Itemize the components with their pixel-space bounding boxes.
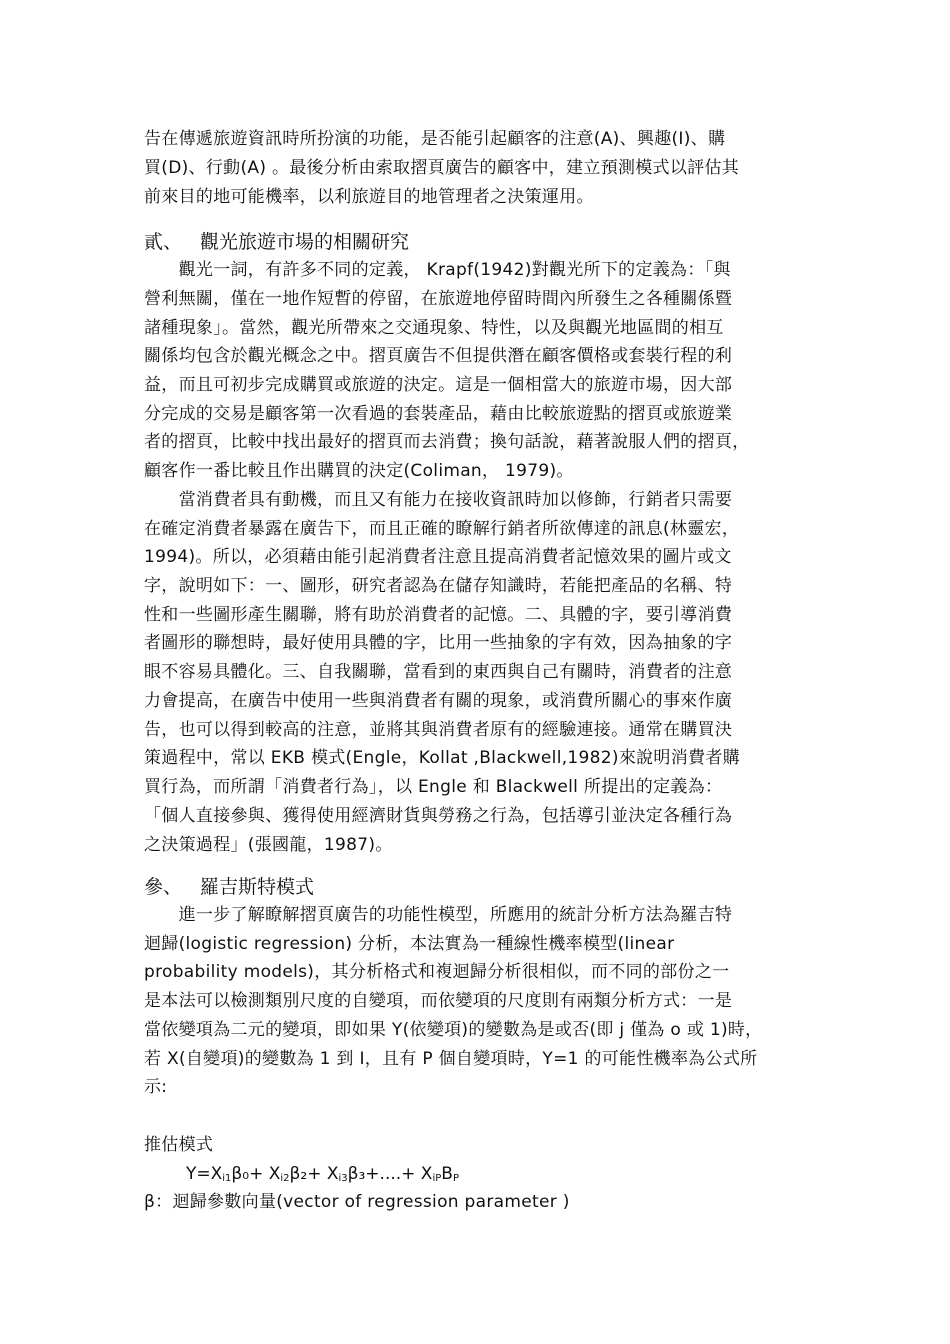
section-3-heading (144, 874, 314, 900)
section-3-line-7: 示: (144, 1077, 168, 1097)
section-2-p1-line-6: 分完成的交易是顧客第一次看過的套裝產品，藉由比較旅遊點的摺頁或旅遊業 (144, 404, 733, 424)
section-2-p2-line-6: 者圖形的聯想時，最好使用具體的字，比用一些抽象的字有效，因為抽象的字 (144, 633, 733, 653)
section-2-p1-line-7: 者的摺頁，比較中找出最好的摺頁而去消費；換句話說，藉著說服人們的摺頁， (144, 432, 750, 452)
section-2-p2-line-8: 力會提高，在廣告中使用一些與消費者有關的現象，或消費所關心的事來作廣 (144, 691, 733, 711)
intro-line-3: 前來目的地可能機率，以利旅遊目的地管理者之決策運用。 (144, 187, 594, 207)
estimate-model-label: 推估模式 (144, 1135, 214, 1155)
regression-formula (186, 1162, 459, 1191)
section-2-p2-line-3: 1994)。所以，必須藉由能引起消費者注意且提高消費者記憶效果的圖片或文 (144, 547, 732, 567)
section-2-p2-line-4: 字，說明如下：一、圖形，研究者認為在儲存知識時，若能把產品的名稱、特 (144, 576, 733, 596)
section-3-title: 羅吉斯特模式 (200, 876, 315, 898)
beta-definition: β：迴歸參數向量(vector of regression parameter ) (144, 1192, 570, 1212)
section-3-line-2: 迴歸(logistic regression) 分析，本法實為一種線性機率模型(linear (144, 934, 675, 954)
formula-part-b2: β₂+ X (289, 1164, 339, 1184)
section-2-p1-line-4: 關係均包含於觀光概念之中。摺頁廣告不但提供潛在顧客價格或套裝行程的利 (144, 346, 733, 366)
section-3-line-6: 若 X(自變項)的變數為 1 到 I，且有 P 個自變項時，Y=1 的可能性機率為公式所 (144, 1049, 758, 1069)
section-2-title: 觀光旅遊市場的相關研究 (200, 231, 410, 253)
section-3-line-4: 是本法可以檢測類別尺度的自變項，而依變項的尺度則有兩類分析方式：一是 (144, 991, 733, 1011)
section-2-p2-line-7: 眼不容易具體化。三、自我關聯，當看到的東西與自己有關時，消費者的注意 (144, 662, 733, 682)
formula-sub-2: i2 (280, 1173, 290, 1184)
section-2-p2-line-10: 策過程中，常以 EKB 模式(Engle，Kollat ,Blackwell,1982)來說明消費者購 (144, 748, 740, 768)
formula-sub-pp: P (452, 1173, 459, 1184)
formula-sub-p: iP (432, 1173, 442, 1184)
formula-part-y: Y=X (186, 1164, 223, 1184)
formula-part-b3: β₃+....+ X (347, 1164, 433, 1184)
section-2-p2-line-9: 告，也可以得到較高的注意，並將其與消費者原有的經驗連接。通常在購買決 (144, 720, 733, 740)
section-3-line-1: 進一步了解瞭解摺頁廣告的功能性模型，所應用的統計分析方法為羅吉特 (144, 905, 733, 925)
section-3-number: 參、 (144, 876, 183, 898)
section-2-p2-line-2: 在確定消費者暴露在廣告下，而且正確的瞭解行銷者所欲傳達的訊息(林靈宏， (144, 519, 740, 539)
intro-line-2: 買(D)、行動(A) 。最後分析由索取摺頁廣告的顧客中，建立預測模式以評估其 (144, 158, 740, 178)
section-2-p2-line-1: 當消費者具有動機，而且又有能力在接收資訊時加以修飾，行銷者只需要 (144, 490, 733, 510)
formula-sub-3: i3 (338, 1173, 348, 1184)
section-2-heading (144, 229, 409, 255)
formula-sub-1: i1 (222, 1173, 232, 1184)
section-2-p2-line-5: 性和一些圖形產生關聯，將有助於消費者的記憶。二、具體的字，要引導消費 (144, 605, 733, 625)
section-3-line-5: 當依變項為二元的變項，即如果 Y(依變項)的變數為是或否(即 j 僅為 o 或 1)時， (144, 1020, 763, 1040)
section-2-number: 貳、 (144, 231, 183, 253)
formula-part-b0: β₀+ X (231, 1164, 281, 1184)
section-2-p1-line-3: 諸種現象」。當然，觀光所帶來之交通現象、特性，以及與觀光地區間的相互 (144, 318, 724, 338)
section-2-p1-line-2: 營利無關，僅在一地作短暫的停留，在旅遊地停留時間內所發生之各種關係暨 (144, 289, 733, 309)
intro-line-1: 告在傳遞旅遊資訊時所扮演的功能，是否能引起顧客的注意(A)、興趣(I)、購 (144, 129, 726, 149)
section-2-p2-line-13: 之決策過程」(張國龍，1987)。 (144, 835, 393, 855)
section-2-p2-line-11: 買行為，而所謂「消費者行為」，以 Engle 和 Blackwell 所提出的定義為： (144, 777, 723, 797)
section-2-p2-line-12: 「個人直接參與、獲得使用經濟財貨與勞務之行為，包括導引並決定各種行為 (144, 806, 733, 826)
section-2-p1-line-1: 觀光一詞，有許多不同的定義， Krapf(1942)對觀光所下的定義為：「與 (144, 260, 731, 280)
section-2-p1-line-8: 顧客作一番比較且作出購買的決定(Coliman， 1979)。 (144, 461, 574, 481)
section-3-line-3: probability models)，其分析格式和複迴歸分析很相似，而不同的部份之一 (144, 962, 730, 982)
formula-part-bp: B (441, 1164, 453, 1184)
section-2-p1-line-5: 益，而且可初步完成購買或旅遊的決定。這是一個相當大的旅遊市場，因大部 (144, 375, 733, 395)
